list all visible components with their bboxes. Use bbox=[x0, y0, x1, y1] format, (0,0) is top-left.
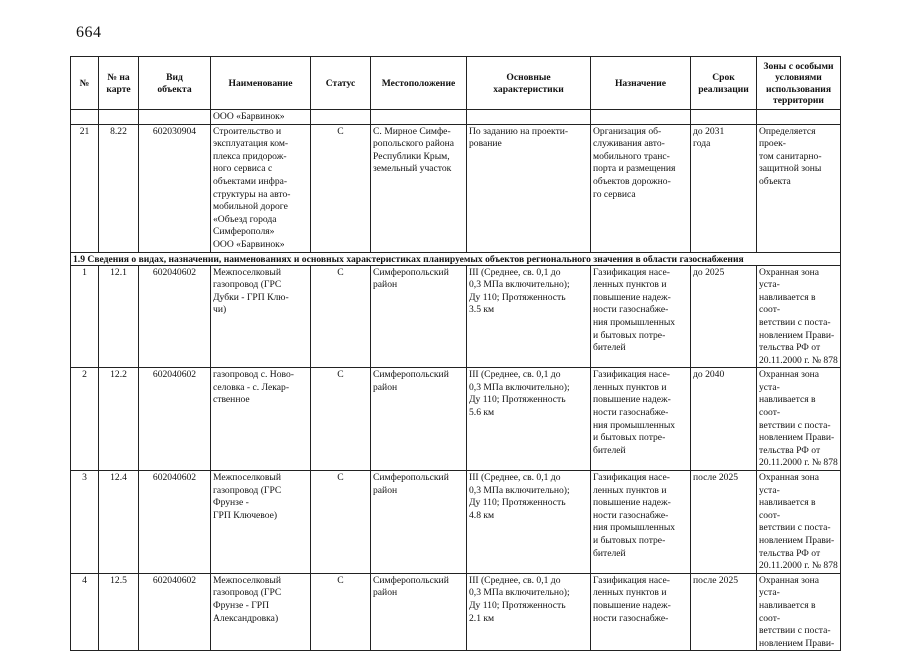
cell-term: до 2025 bbox=[691, 265, 757, 368]
cell-status: С bbox=[311, 265, 371, 368]
table-row bbox=[71, 471, 841, 574]
section-row bbox=[71, 252, 841, 265]
cell-map-number: 12.5 bbox=[99, 573, 139, 651]
table-row bbox=[71, 265, 841, 368]
table-row bbox=[71, 124, 841, 252]
cell-zones: Определяется проек- том санитарно- защитной зоны объекта bbox=[757, 124, 841, 252]
cell-name: ООО «Барвинок» bbox=[211, 110, 311, 125]
cell-map-number: 12.2 bbox=[99, 368, 139, 471]
cell-object-type: 602040602 bbox=[139, 471, 211, 574]
cell-map-number: 8.22 bbox=[99, 124, 139, 252]
header-zones: Зоны с особыми условиями использования территории bbox=[757, 57, 841, 110]
cell-name: Межпоселковый газопровод (ГРС Дубки - ГРП Клю- чи) bbox=[211, 265, 311, 368]
cell-number: 4 bbox=[71, 573, 99, 651]
header-name: Наименование bbox=[211, 57, 311, 110]
cell-characteristics: III (Среднее, св. 0,1 до 0,3 МПа включительно); Ду 110; Протяженность 3.5 км bbox=[467, 265, 591, 368]
cell-object-type: 602040602 bbox=[139, 265, 211, 368]
header-term: Срок реализации bbox=[691, 57, 757, 110]
cell-map-number: 12.1 bbox=[99, 265, 139, 368]
header-characteristics: Основные характеристики bbox=[467, 57, 591, 110]
header-object-type: Вид объекта bbox=[139, 57, 211, 110]
cell-term: после 2025 bbox=[691, 573, 757, 651]
cell-map-number: 12.4 bbox=[99, 471, 139, 574]
cell-location: Симферопольский район bbox=[371, 368, 467, 471]
cell-object-type: 602040602 bbox=[139, 573, 211, 651]
cell-term: до 2031 года bbox=[691, 124, 757, 252]
cell-location: Симферопольский район bbox=[371, 471, 467, 574]
cell-characteristics: III (Среднее, св. 0,1 до 0,3 МПа включительно); Ду 110; Протяженность 4.8 км bbox=[467, 471, 591, 574]
header-number: № bbox=[71, 57, 99, 110]
cell-zones: Охранная зона уста- навливается в соот- ветствии с поста- новлением Прави- тельства РФ от 20.11.2000 г. № 878 bbox=[757, 265, 841, 368]
cell-number: 3 bbox=[71, 471, 99, 574]
table-row-continuation bbox=[71, 110, 841, 125]
cell-purpose: Газификация насе- ленных пунктов и повышение надеж- ности газоснабже- ния промышленных и бытовых потре- бителей bbox=[591, 471, 691, 574]
cell-purpose: Газификация насе- ленных пунктов и повышение надеж- ности газоснабже- ния промышленных и бытовых потре- бителей bbox=[591, 265, 691, 368]
cell-status: С bbox=[311, 368, 371, 471]
header-location: Местоположение bbox=[371, 57, 467, 110]
page-number: 664 bbox=[76, 24, 102, 41]
cell-status: С bbox=[311, 573, 371, 651]
cell-location: С. Мирное Симфе- ропольского района Республики Крым, земельный участок bbox=[371, 124, 467, 252]
cell-characteristics: III (Среднее, св. 0,1 до 0,3 МПа включительно); Ду 110; Протяженность 5.6 км bbox=[467, 368, 591, 471]
cell-object-type: 602030904 bbox=[139, 124, 211, 252]
table-row bbox=[71, 573, 841, 651]
cell-purpose: Газификация насе- ленных пунктов и повышение надеж- ности газоснабже- bbox=[591, 573, 691, 651]
table-row bbox=[71, 368, 841, 471]
cell-name: Межпоселковый газопровод (ГРС Фрунзе - ГРП Ключевое) bbox=[211, 471, 311, 574]
cell-number: 1 bbox=[71, 265, 99, 368]
cell-name: Строительство и эксплуатация ком- плекса придорож- ного сервиса с объектами инфра- структуры на авто- мобильной дороге «Объезд города Симферополя» ООО «Барвинок» bbox=[211, 124, 311, 252]
cell-name: газопровод с. Ново- селовка - с. Лекар- ственное bbox=[211, 368, 311, 471]
cell-object-type: 602040602 bbox=[139, 368, 211, 471]
header-status: Статус bbox=[311, 57, 371, 110]
cell-status: С bbox=[311, 124, 371, 252]
cell-term: до 2040 bbox=[691, 368, 757, 471]
cell-characteristics: III (Среднее, св. 0,1 до 0,3 МПа включительно); Ду 110; Протяженность 2.1 км bbox=[467, 573, 591, 651]
cell-number: 2 bbox=[71, 368, 99, 471]
cell-zones: Охранная зона уста- навливается в соот- ветствии с поста- новлением Прави- тельства РФ от 20.11.2000 г. № 878 bbox=[757, 471, 841, 574]
cell-zones: Охранная зона уста- навливается в соот- ветствии с поста- новлением Прави- bbox=[757, 573, 841, 651]
cell-term: после 2025 bbox=[691, 471, 757, 574]
header-map-number: № на карте bbox=[99, 57, 139, 110]
cell-location: Симферопольский район bbox=[371, 573, 467, 651]
section-title: 1.9 Сведения о видах, назначении, наименованиях и основных характеристиках планируемых объектов регионального значения в области газоснабжения bbox=[71, 252, 841, 265]
cell-purpose: Организация об- служивания авто- мобильного транс- порта и размещения объектов дорожно- го сервиса bbox=[591, 124, 691, 252]
cell-name: Межпоселковый газопровод (ГРС Фрунзе - ГРП Александровка) bbox=[211, 573, 311, 651]
cell-number: 21 bbox=[71, 124, 99, 252]
cell-location: Симферопольский район bbox=[371, 265, 467, 368]
cell-status: С bbox=[311, 471, 371, 574]
header-purpose: Назначение bbox=[591, 57, 691, 110]
cell-zones: Охранная зона уста- навливается в соот- ветствии с поста- новлением Прави- тельства РФ от 20.11.2000 г. № 878 bbox=[757, 368, 841, 471]
table-header-row bbox=[71, 57, 841, 110]
cell-purpose: Газификация насе- ленных пунктов и повышение надеж- ности газоснабже- ния промышленных и бытовых потре- бителей bbox=[591, 368, 691, 471]
cell-characteristics: По заданию на проекти- рование bbox=[467, 124, 591, 252]
planned-objects-table bbox=[70, 56, 841, 651]
